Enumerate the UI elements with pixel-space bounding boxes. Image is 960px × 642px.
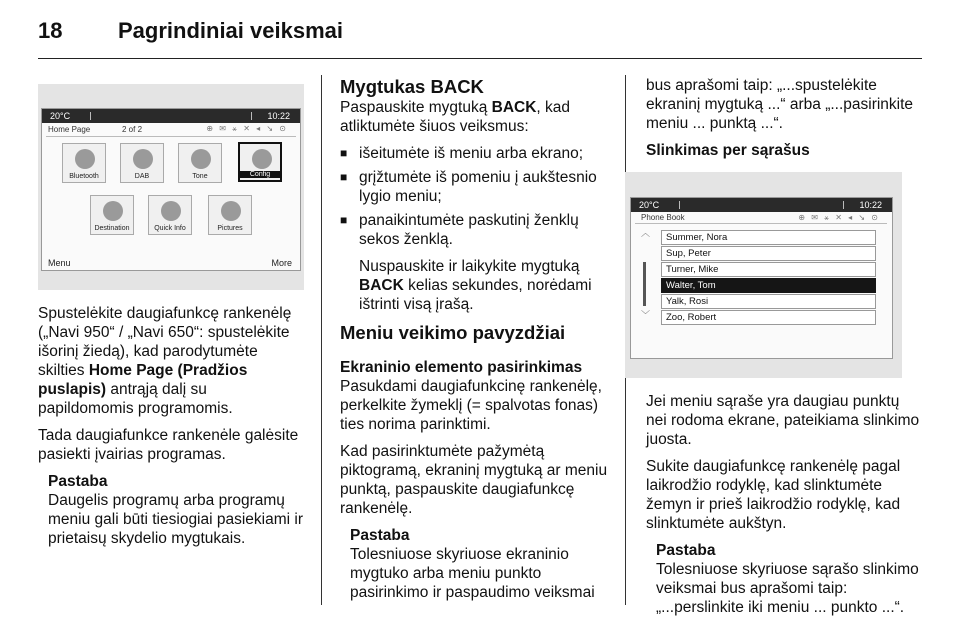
text: Spustelėkite daugiafunkcę rankenėlę („Navi 950“ / „Navi 650“: spustelėkite išorinį žiedą), kad parodytumėte skilties — [38, 305, 292, 379]
paragraph: Sukite daugiafunkcę rankenėlę pagal laikrodžio rodyklę, kad slinktumėte žemyn ir prieš laikrodžio rodyklę, kad slinktumėte aukštyn. — [646, 458, 901, 532]
tile-pictures[interactable] — [208, 195, 252, 235]
section-title: Meniu veikimo pavyzdžiai — [340, 322, 566, 343]
display-screen — [41, 108, 301, 271]
divider — [46, 136, 296, 137]
paragraph — [340, 98, 608, 136]
tone-icon — [191, 149, 211, 169]
paragraph: Pasukdami daugiafunkcinę rankenėlę, perkelkite žymeklį (= spalvotas fonas) ties norima parinktimi. — [340, 378, 602, 433]
subsection-title: Ekraninio elemento pasirinkimas — [340, 359, 583, 376]
tile-label: Pictures — [217, 225, 243, 232]
paragraph — [340, 257, 608, 314]
screen-title: Phone Book — [641, 213, 685, 222]
tile-dab[interactable] — [120, 143, 164, 183]
list-item[interactable]: Zoo, Robert — [661, 310, 876, 325]
clock: 10:22 — [859, 200, 882, 210]
divider — [843, 201, 844, 209]
bluetooth-icon — [75, 149, 95, 169]
column-1 — [38, 304, 304, 548]
scroll-up-icon[interactable]: ︿ — [641, 228, 651, 238]
list-item[interactable]: Summer, Nora — [661, 230, 876, 245]
paragraph: Jei meniu sąraše yra daugiau punktų nei rodoma ekrane, pateikiama slinkimo juosta. — [646, 393, 920, 448]
phone-book-screenshot — [625, 172, 902, 378]
list-item[interactable]: Sup, Peter — [661, 246, 876, 261]
list-item[interactable]: Turner, Mike — [661, 262, 876, 277]
bold-text: BACK — [359, 277, 404, 294]
display-screen — [630, 197, 893, 359]
column-divider — [321, 75, 322, 605]
text: antrąją dalį su papildomomis programomis. — [38, 381, 233, 417]
note-title: Pastaba — [48, 473, 108, 490]
paragraph: bus aprašomi taip: „...spustelėkite ekraninį mygtuką ...“ arba „...pasirinkite meniu ... punktą ...“. — [646, 77, 914, 132]
temperature: 20°C — [50, 111, 71, 121]
note-title: Pastaba — [656, 542, 716, 559]
text: , kad atliktumėte šiuos veiksmus: — [340, 99, 571, 135]
list-item: ■ grįžtumėte iš pomeniu į aukštesnio lygio meniu; — [340, 168, 608, 206]
list-item: ■ panaikintumėte paskutinį ženklų sekos ženklą. — [340, 211, 608, 249]
column-3 — [646, 76, 921, 160]
more-button[interactable]: More — [271, 258, 292, 268]
tile-quick-info[interactable] — [148, 195, 192, 235]
divider — [251, 112, 252, 120]
bold-text: Home Page (Pradžios puslapis) — [38, 362, 248, 398]
tile-config[interactable] — [238, 142, 282, 182]
note — [340, 526, 608, 602]
list-item: ■ išeitumėte iš meniu arba ekrano; — [340, 144, 608, 163]
scrollbar[interactable] — [643, 262, 646, 306]
temperature: 20°C — [639, 200, 660, 210]
tile-label: Bluetooth — [69, 173, 99, 180]
page-header — [38, 18, 922, 58]
note — [646, 541, 921, 617]
text: kelias sekundes, norėdami ištrinti visą įrašą. — [359, 277, 592, 313]
paragraph: Kad pasirinktumėte pažymėtą piktogramą, ekraninį mygtuką ar meniu punktą, paspauskite daugiafunkcę rankenėlę. — [340, 443, 608, 517]
tile-bluetooth[interactable] — [62, 143, 106, 183]
home-page-screenshot — [38, 84, 304, 290]
menu-button[interactable]: Menu — [48, 258, 71, 268]
page-title: Pagrindiniai veiksmai — [118, 18, 343, 43]
status-bar — [631, 198, 892, 212]
system-status-icons: ⊕ ✉ ⚹ ✕ ◂ ↘ ⊙ — [798, 213, 880, 222]
paragraph: Tada daugiafunkce rankenėle galėsite pasiekti įvairias programas. — [38, 427, 299, 463]
config-icon — [252, 149, 272, 169]
note-text: Tolesniuose skyriuose ekraninio mygtuko arba meniu punkto pasirinkimo ir paspaudimo veiksmai — [350, 546, 595, 601]
page-indicator: 2 of 2 — [122, 125, 143, 134]
screen-title: Home Page — [48, 125, 91, 134]
tile-tone[interactable] — [178, 143, 222, 183]
tile-label: DAB — [134, 173, 150, 180]
note — [38, 472, 304, 548]
divider — [635, 223, 887, 224]
column-2 — [340, 76, 608, 602]
paragraph — [38, 304, 304, 418]
destination-icon — [103, 201, 123, 221]
page-number: 18 — [38, 18, 63, 43]
section-title: Mygtukas BACK — [340, 76, 484, 97]
tile-label: Destination — [94, 225, 130, 232]
tile-destination[interactable] — [90, 195, 134, 235]
text: Paspauskite mygtuką — [340, 99, 492, 116]
status-bar — [42, 109, 300, 123]
divider — [90, 112, 91, 120]
note-text: Tolesniuose skyriuose sąrašo slinkimo veiksmai bus aprašomi taip: „...perslinkite iki meniu ... punkto ...“. — [656, 561, 919, 616]
quick-info-icon — [161, 201, 181, 221]
bullet-list — [340, 144, 608, 249]
clock: 10:22 — [267, 111, 290, 121]
subsection-title: Slinkimas per sąrašus — [646, 142, 810, 159]
note-text: Daugelis programų arba programų meniu gali būti tiesiogiai pasiekiami ir prietaisų skydelio mygtukais. — [48, 492, 304, 547]
text: Nuspauskite ir laikykite mygtuką — [359, 258, 580, 275]
list-item[interactable]: Yalk, Rosi — [661, 294, 876, 309]
tile-label: Config — [240, 171, 280, 178]
system-status-icons: ⊕ ✉ ⚹ ✕ ◂ ↘ ⊙ — [206, 124, 288, 133]
note-title: Pastaba — [350, 527, 410, 544]
divider — [679, 201, 680, 209]
pictures-icon — [221, 201, 241, 221]
scroll-down-icon[interactable]: ﹀ — [641, 310, 651, 320]
dab-icon — [133, 149, 153, 169]
list-item-selected[interactable]: Walter, Tom — [661, 278, 876, 293]
column-3-lower — [646, 392, 921, 617]
bold-text: BACK — [491, 99, 537, 116]
tile-label: Quick Info — [154, 225, 186, 232]
tile-label: Tone — [192, 173, 208, 180]
header-rule — [38, 58, 922, 59]
